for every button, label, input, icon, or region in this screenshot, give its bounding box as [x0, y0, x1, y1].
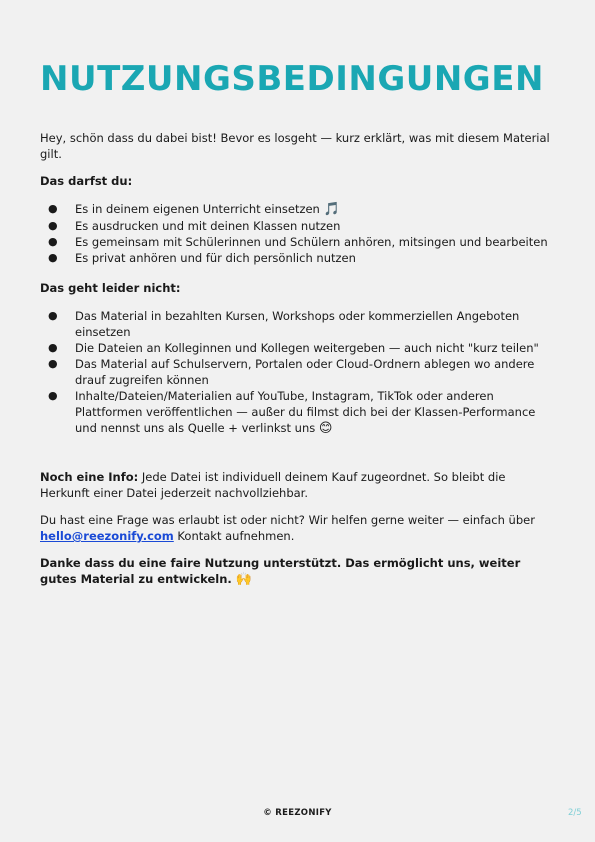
question-paragraph: Du hast eine Frage was erlaubt ist oder nicht? Wir helfen gerne weiter — einfach über hello@reezonify.com Kontakt aufnehmen. — [40, 513, 535, 543]
list-item: ● Es gemeinsam mit Schülerinnen und Schülern anhören, mitsingen und bearbeiten — [48, 235, 548, 249]
music-note-icon: 🎵 — [323, 202, 340, 217]
list-item: ● Es privat anhören und für dich persönlich nutzen — [48, 251, 356, 265]
bullet-icon: ● — [48, 219, 58, 232]
bullet-icon: ● — [48, 202, 58, 215]
page-number: 2/5 — [568, 808, 582, 818]
forbidden-heading: Das geht leider nicht: — [40, 281, 181, 295]
allowed-list — [40, 201, 555, 266]
bullet-icon: ● — [48, 341, 58, 354]
thanks-paragraph: Danke dass du eine faire Nutzung unterstützt. Das ermöglicht uns, weiter gutes Material zu entwickeln. 🙌 — [40, 556, 521, 587]
intro-text: Hey, schön dass du dabei bist! Bevor es losgeht — kurz erklärt, was mit diesem Material gilt. — [40, 131, 550, 161]
info-label: Noch eine Info: — [40, 470, 139, 484]
email-link[interactable]: hello@reezonify.com — [40, 529, 174, 543]
footer-brand: © REEZONIFY — [263, 808, 332, 818]
bullet-icon: ● — [48, 357, 58, 370]
bullet-icon: ● — [48, 235, 58, 248]
content — [40, 130, 555, 599]
info-text: Jede Datei ist individuell deinem Kauf zugeordnet. So bleibt die Herkunft einer Datei jederzeit nachvollziehbar. — [40, 470, 506, 500]
list-item: ● Es ausdrucken und mit deinen Klassen nutzen — [48, 219, 341, 233]
list-item: ● Inhalte/Dateien/Materialien auf YouTube, Instagram, TikTok oder anderen Plattformen veröffentlichen — außer du filmst dich bei der Klassen-Performance und nennst uns als Quelle + verlinkst uns 😊 — [48, 389, 536, 436]
info-paragraph — [40, 469, 555, 501]
bullet-icon: ● — [48, 389, 58, 402]
list-item: ● Das Material in bezahlten Kursen, Workshops oder kommerziellen Angeboten einsetzen — [48, 309, 520, 339]
page-title: NUTZUNGSBEDINGUNGEN — [40, 59, 544, 99]
forbidden-list — [40, 308, 555, 437]
bullet-icon: ● — [48, 251, 58, 264]
list-item: ● Es in deinem eigenen Unterricht einsetzen 🎵 — [48, 202, 340, 217]
raised-hands-icon: 🙌 — [235, 572, 252, 587]
bullet-icon: ● — [48, 309, 58, 322]
allowed-heading: Das darfst du: — [40, 174, 133, 188]
list-item: ● Das Material auf Schulservern, Portalen oder Cloud-Ordnern ablegen wo andere drauf zugreifen können — [48, 357, 535, 387]
list-item: ● Die Dateien an Kolleginnen und Kollegen weitergeben — auch nicht "kurz teilen" — [48, 341, 539, 355]
smiley-icon: 😊 — [318, 421, 333, 436]
